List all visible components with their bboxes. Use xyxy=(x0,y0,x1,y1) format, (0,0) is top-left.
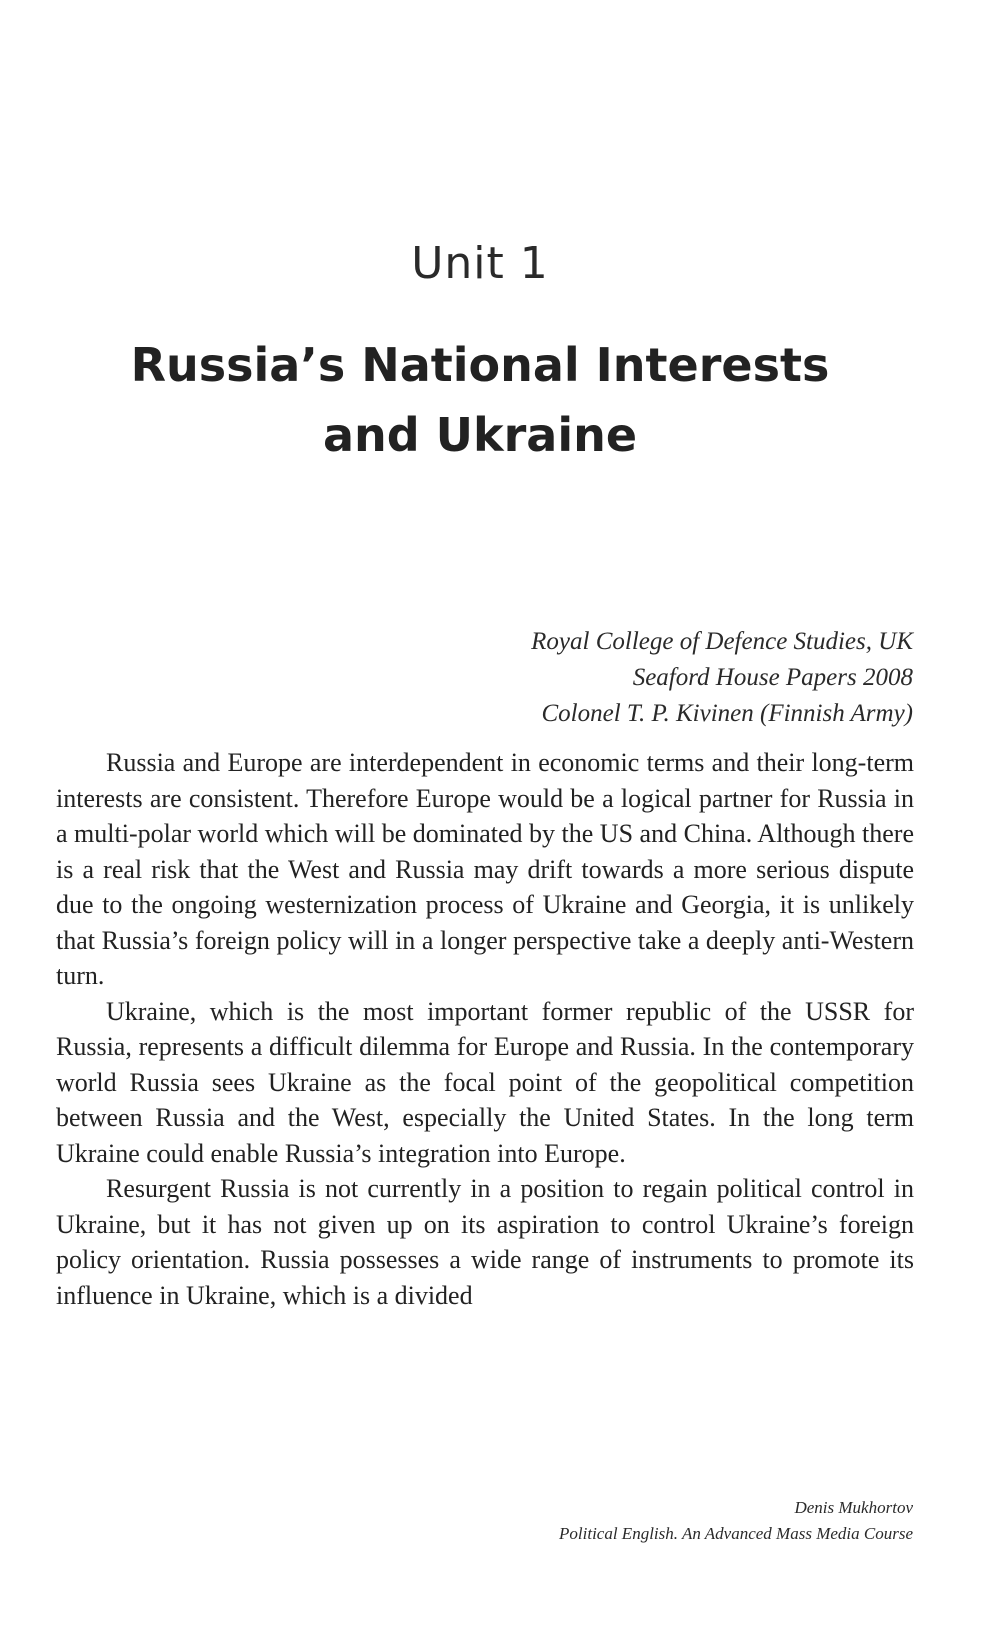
paragraph-1: Russia and Europe are interdependent in economic terms and their long-term interests are consistent. Therefore Europe would be a logical partner for Russia in a multi-polar world which will be dominated by the US and China. Although there is a real risk that the West and Russia may drift towards a more serious dispute due to the ongoing westernization process of Ukraine and Georgia, it is unlikely that Russia’s foreign policy will in a longer perspective take a deeply anti-Western turn. xyxy=(56,748,914,990)
paragraph-3: Resurgent Russia is not currently in a position to regain political control in Ukraine, but it has not given up on its aspiration to control Ukraine’s foreign policy orientation. Russia possesses a wide range of instruments to promote its influence in Ukraine, which is a divided xyxy=(56,1174,914,1310)
chapter-title xyxy=(0,330,960,470)
footer-book-title: Political English. An Advanced Mass Media Course xyxy=(559,1524,913,1543)
chapter-title-line-2: and Ukraine xyxy=(322,408,638,462)
page-footer xyxy=(559,1495,913,1547)
source-author: Colonel T. P. Kivinen (Finnish Army) xyxy=(541,700,913,727)
source-attribution xyxy=(531,624,913,732)
footer-author: Denis Mukhortov xyxy=(794,1498,913,1517)
chapter-title-line-1: Russia’s National Interests xyxy=(130,338,830,392)
body-text xyxy=(56,745,914,1313)
unit-label: Unit 1 xyxy=(411,238,549,289)
source-publication: Seaford House Papers 2008 xyxy=(632,664,913,691)
paragraph-2: Ukraine, which is the most important former republic of the USSR for Russia, represents a difficult dilemma for Europe and Russia. In the contemporary world Russia sees Ukraine as the focal point of the geopolitical competition between Russia and the West, especially the United States. In the long term Ukraine could enable Russia’s integration into Europe. xyxy=(56,996,914,1168)
source-institution: Royal College of Defence Studies, UK xyxy=(531,628,913,655)
